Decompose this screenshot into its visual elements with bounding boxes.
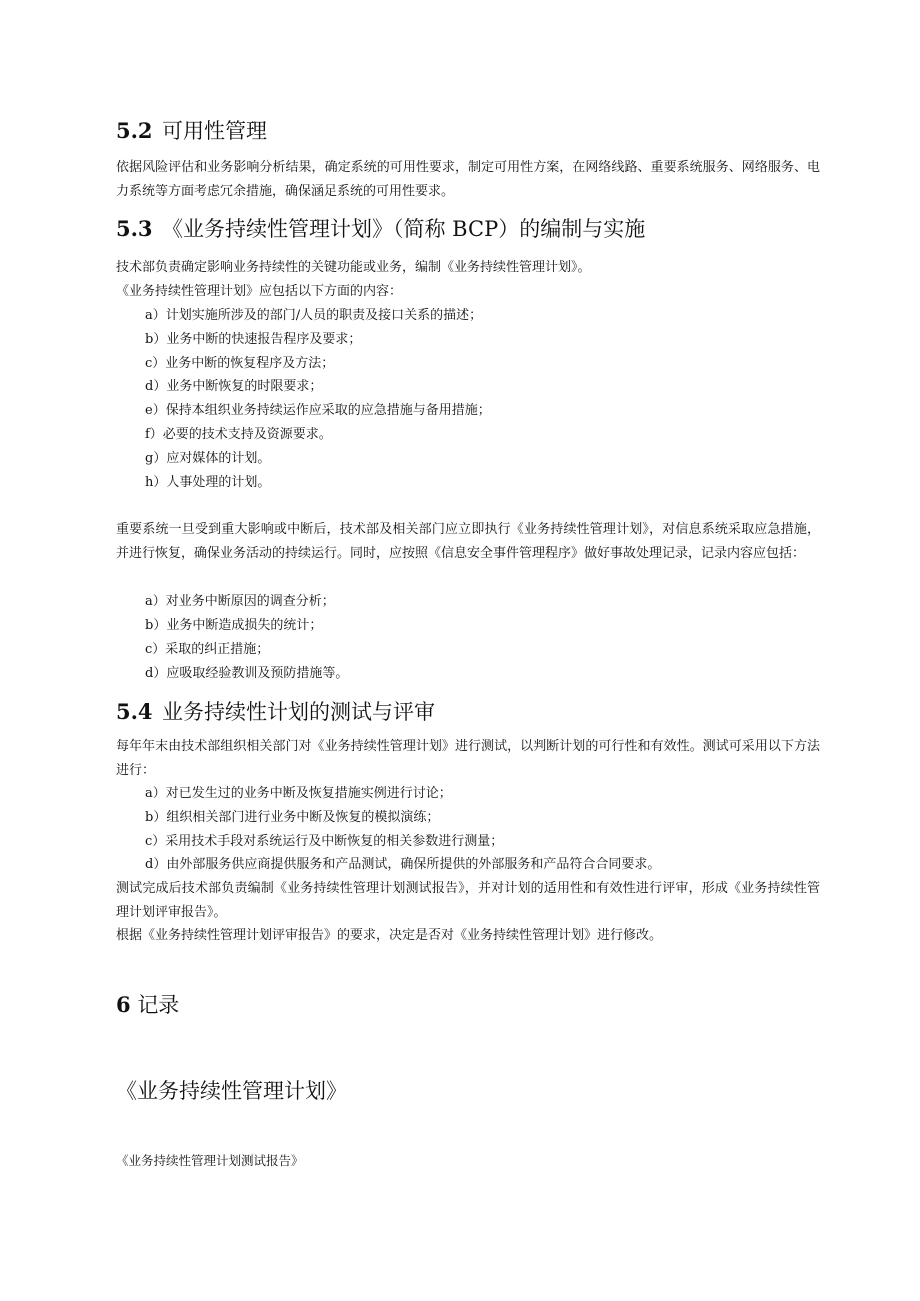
list-item: a）对业务中断原因的调查分析； [145,594,335,609]
section-5-4-test-report-paragraph: 测试完成后技术部负责编制《业务持续性管理计划测试报告》，并对计划的适用性和有效性进行评审，形成《业务持续性管理计划评审报告》。 [116,881,820,920]
section-5-3-list-lead: 《业务持续性管理计划》应包括以下方面的内容： [116,284,403,299]
list-item: a）计划实施所涉及的部门/人员的职责及接口关系的描述； [145,308,483,323]
section-5-4-revision-paragraph: 根据《业务持续性管理计划评审报告》的要求，决定是否对《业务持续性管理计划》进行修改。 [116,928,663,943]
list-item: c）采用技术手段对系统运行及中断恢复的相关参数进行测量； [145,834,504,849]
list-item: d）由外部服务供应商提供服务和产品测试，确保所提供的外部服务和产品符合合同要求。 [145,857,661,872]
list-item: c）采取的纠正措施； [145,642,270,657]
section-number: 5.2 [116,118,153,143]
section-5-3-paragraph: 重要系统一旦受到重大影响或中断后，技术部及相关部门应立即执行《业务持续性管理计划》，对信息系统采取应急措施，并进行恢复，确保业务活动的持续运行。同时，应按照《信息安全事件管理程序》做好事故处理记录，记录内容应包括： [116,522,820,561]
section-5-4-heading [116,698,435,726]
section-5-2-heading [116,117,267,145]
section-number: 5.4 [116,699,153,724]
list-item: d）应吸取经验教训及预防措施等。 [145,666,349,681]
list-item: a）对已发生过的业务中断及恢复措施实例进行讨论； [145,786,452,801]
list-item: h）人事处理的计划。 [145,475,271,490]
section-5-3-intro: 技术部负责确定影响业务持续性的关键功能或业务，编制《业务持续性管理计划》。 [116,260,591,275]
section-number: 6 [116,992,131,1017]
section-title: 《业务持续性管理计划》（简称 BCP）的编制与实施 [162,217,646,241]
list-item: b）组织相关部门进行业务中断及恢复的模拟演练； [145,810,440,825]
record-item-bcp-test-report: 《业务持续性管理计划测试报告》 [116,1153,304,1168]
list-item: b）业务中断造成损失的统计； [145,618,323,633]
section-5-3-heading [116,215,645,243]
section-number: 5.3 [116,216,153,241]
list-item: f）必要的技术支持及资源要求。 [145,427,332,442]
list-item: e）保持本组织业务持续运作应采取的应急措施与备用措施； [145,403,491,418]
list-item: c）业务中断的恢复程序及方法； [145,356,335,371]
section-title: 记录 [137,993,180,1017]
list-item: d）业务中断恢复的时限要求； [145,379,323,394]
section-title: 可用性管理 [162,119,267,143]
record-item-bcp: 《业务持续性管理计划》 [116,1079,347,1103]
section-5-4-paragraph: 每年年末由技术部组织相关部门对《业务持续性管理计划》进行测试，以判断计划的可行性和有效性。测试可采用以下方法进行： [116,739,820,778]
list-item: g）应对媒体的计划。 [145,451,271,466]
section-title: 业务持续性计划的测试与评审 [162,700,435,724]
list-item: b）业务中断的快速报告程序及要求； [145,332,362,347]
section-5-2-paragraph: 依据风险评估和业务影响分析结果，确定系统的可用性要求，制定可用性方案，在网络线路、重要系统服务、网络服务、电力系统等方面考虑冗余措施，确保涵足系统的可用性要求。 [116,160,820,199]
section-6-heading [116,991,179,1019]
